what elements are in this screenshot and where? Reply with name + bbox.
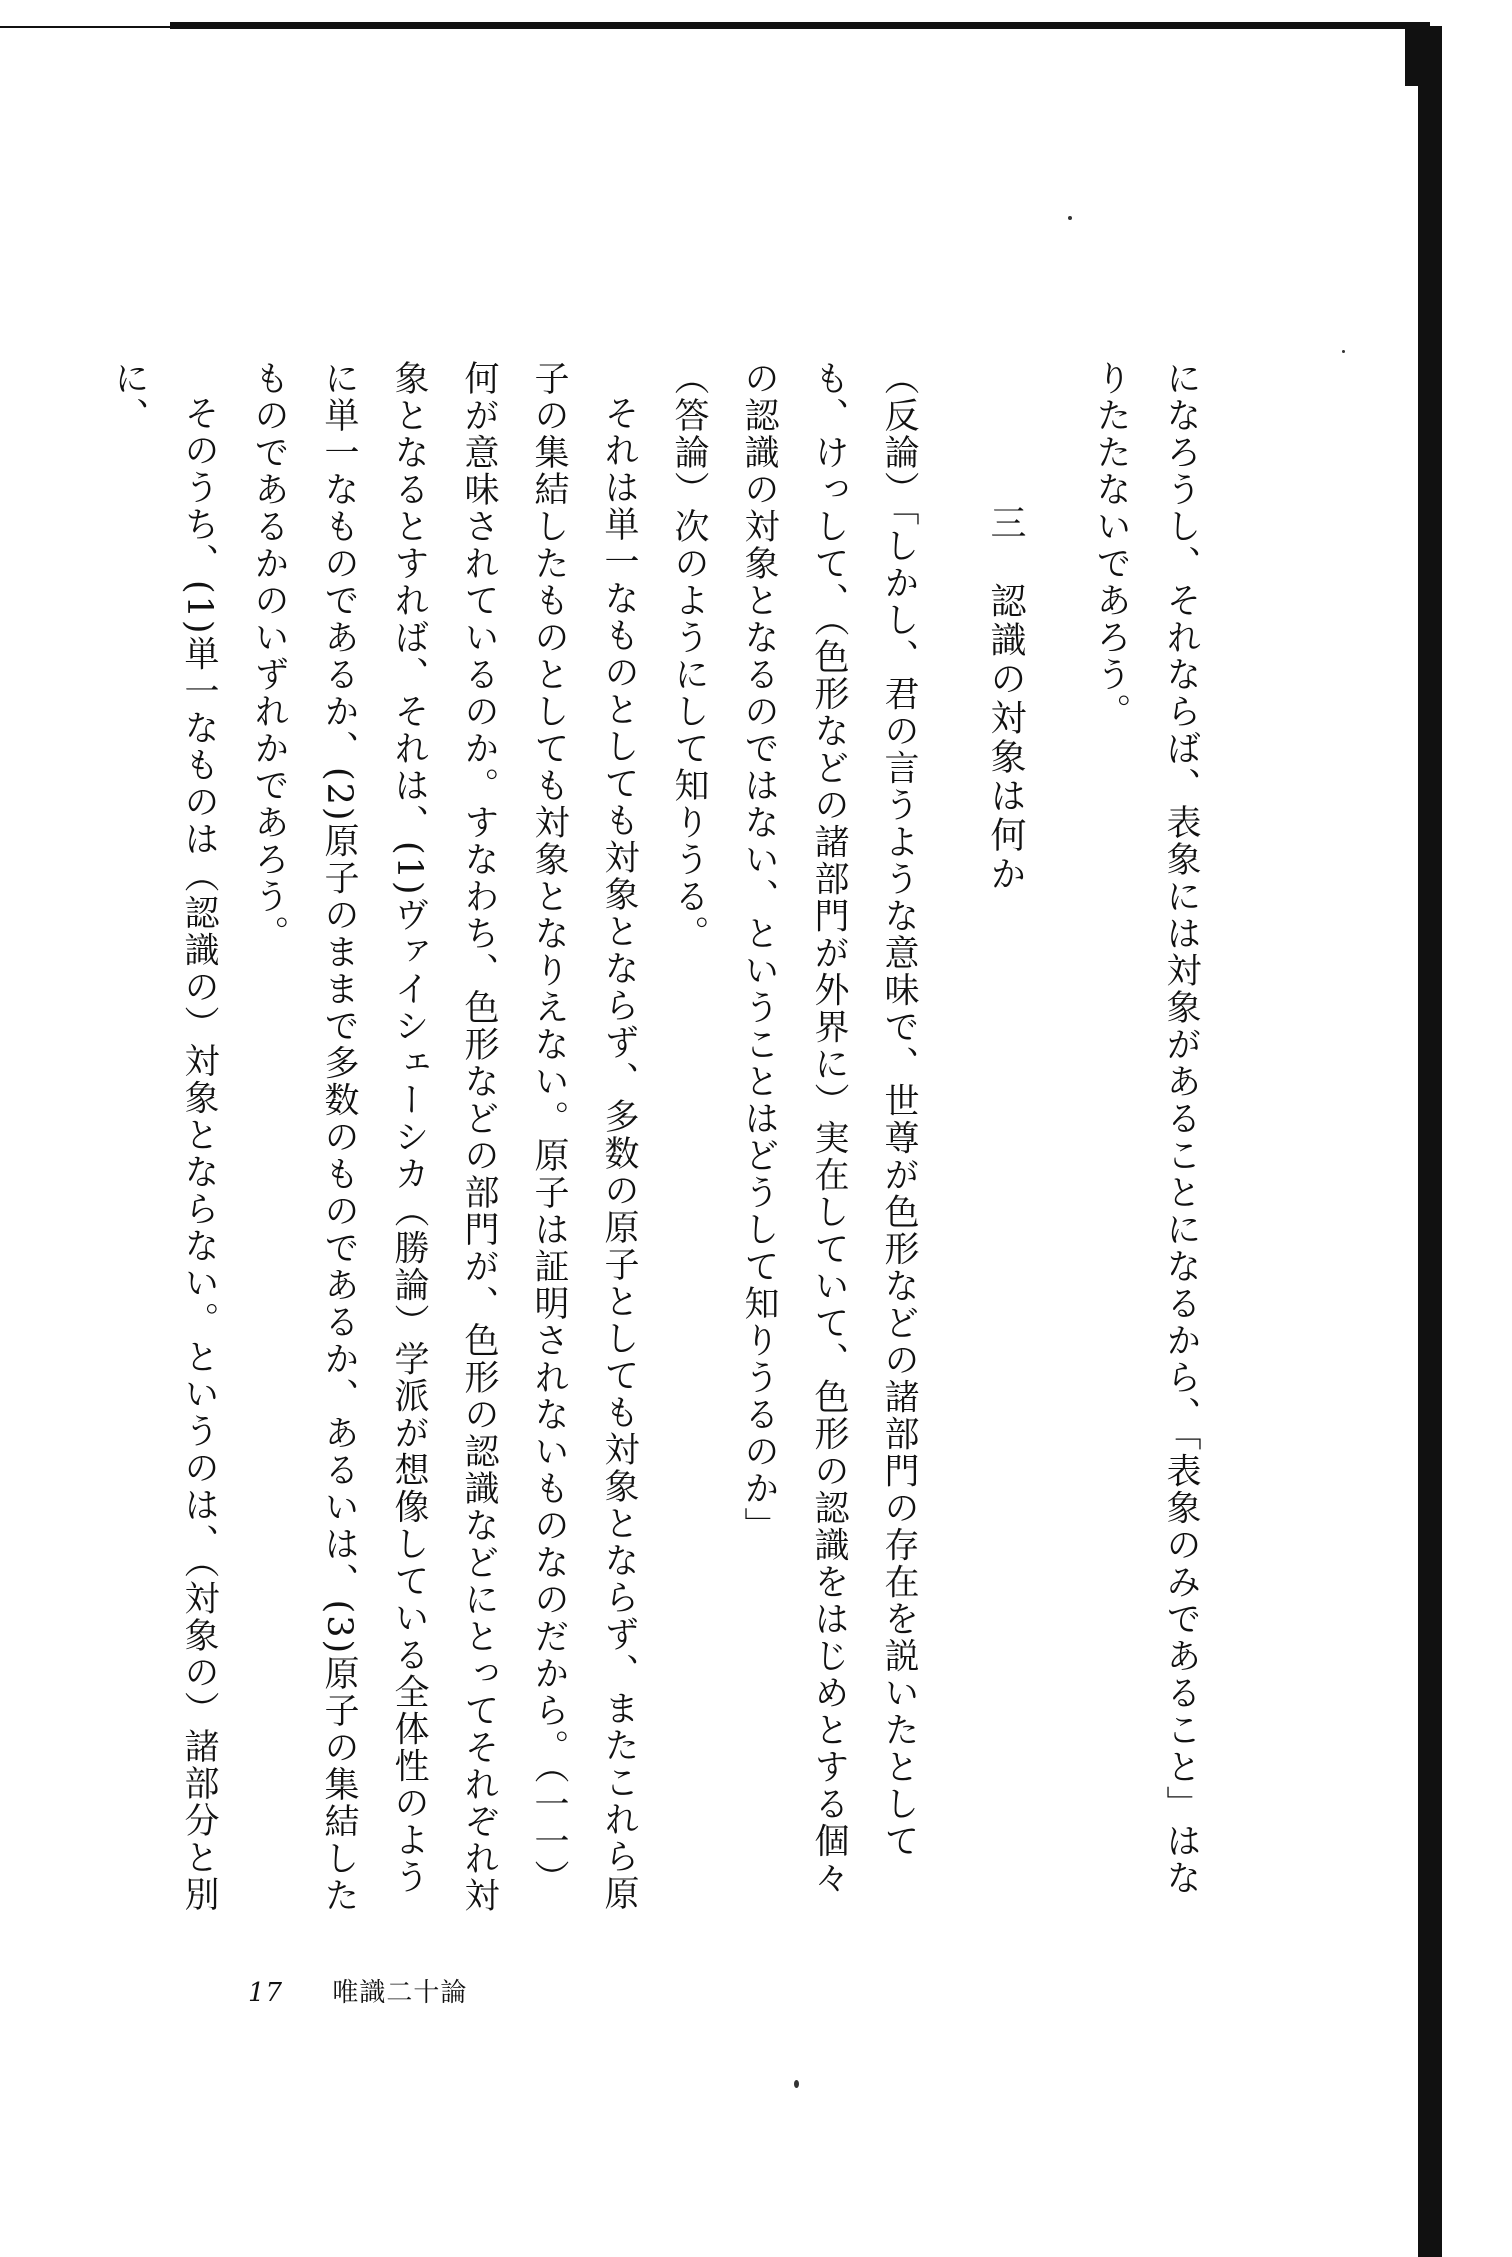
- paragraph: になろうし、それならば、表象には対象があることになるから、「表象のみであること」はなりたたないであろう。: [1091, 360, 1201, 1897]
- page-footer: [248, 1972, 467, 2009]
- section-heading: 三 認識の対象は何か: [985, 504, 1026, 894]
- paragraph: 何が意味されているのか。すなわち、色形などの部門が、色形の認識などにとってそれぞれ対象となるとすれば、それは、(1)ヴァイシェーシカ（勝論）学派が想像している全体性のように単一なものであるか、(2)原子のままで多数のものであるか、あるいは、(3)原子の集結したものであるかのいずれかであろう。: [249, 360, 499, 1915]
- running-title: 唯識二十論: [332, 1978, 468, 2008]
- scan-speck: [1068, 216, 1072, 220]
- paragraph: （反論）「しかし、君の言うような意味で、世尊が色形などの諸部門の存在を説いたとしても、けっして、（色形などの諸部門が外界に）実在していて、色形の認識をはじめとする個々の認識の対象となるのではない、ということはどうして知りうるのか」: [739, 360, 919, 1897]
- page-number: 17: [248, 1978, 284, 2008]
- scan-speck: [794, 2080, 799, 2088]
- paragraph: それは単一なものとしても対象とならず、多数の原子としても対象とならず、またこれら原子の集結したものとしても対象となりえない。原子は証明されないものなのだから。（一一）: [529, 360, 639, 1912]
- scan-speck: [1342, 350, 1345, 353]
- vertical-text-body: [94, 360, 1216, 1920]
- scan-binding-edge: [1418, 26, 1442, 2257]
- scan-top-rule-left: [0, 26, 175, 28]
- scan-top-rule: [170, 22, 1430, 29]
- paragraph: そのうち、(1)単一なものは（認識の）対象とならない。というのは、（対象の）諸部分と別に、: [109, 360, 219, 1914]
- scan-binding-edge-top: [1405, 26, 1419, 86]
- paragraph: （答論）次のようにして知りうる。: [669, 360, 709, 952]
